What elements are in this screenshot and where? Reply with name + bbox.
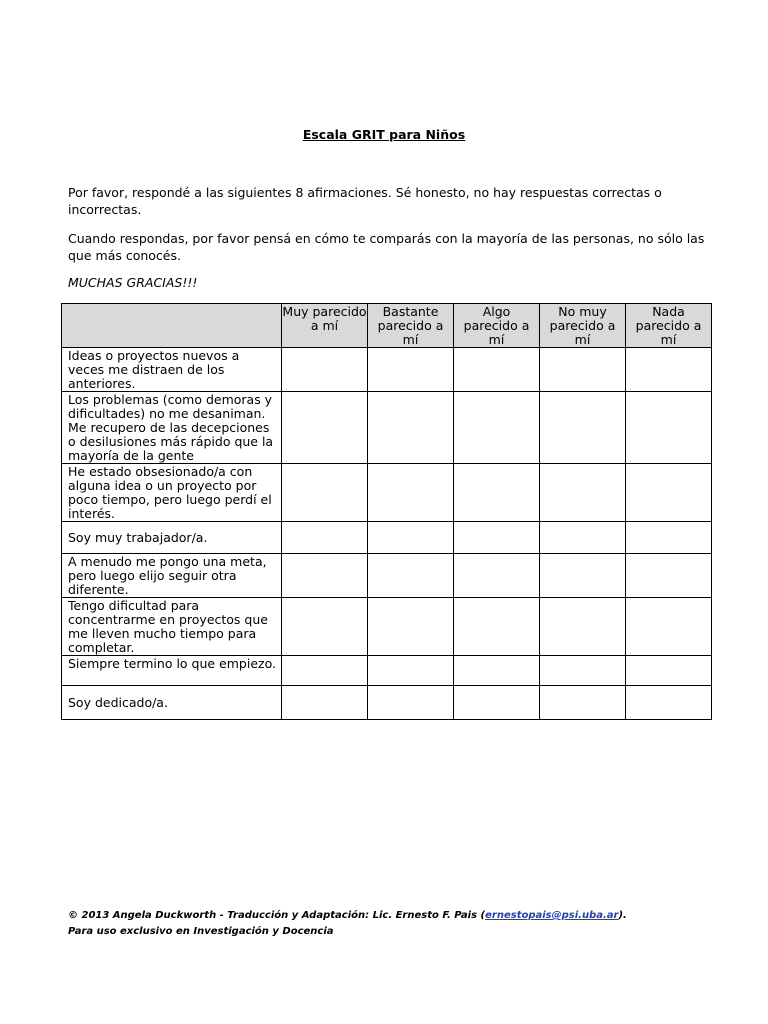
answer-cell[interactable] bbox=[368, 598, 454, 656]
answer-cell[interactable] bbox=[282, 686, 368, 720]
statement-cell: Los problemas (como demoras y dificultades) no me desaniman. Me recupero de las decepciones o desilusiones más rápido que la mayoría de la gente bbox=[62, 392, 282, 464]
answer-cell[interactable] bbox=[282, 598, 368, 656]
header-corner-cell bbox=[62, 304, 282, 348]
answer-cell[interactable] bbox=[282, 522, 368, 554]
comparison-paragraph: Cuando respondas, por favor pensá en cómo te comparás con la mayoría de las personas, no sólo las que más conocés. bbox=[68, 231, 705, 263]
answer-cell[interactable] bbox=[282, 554, 368, 598]
answer-cell[interactable] bbox=[454, 522, 540, 554]
answer-cell[interactable] bbox=[454, 598, 540, 656]
answer-cell[interactable] bbox=[282, 392, 368, 464]
statement-cell: Tengo dificultad para concentrarme en proyectos que me lleven mucho tiempo para completar. bbox=[62, 598, 282, 656]
answer-cell[interactable] bbox=[368, 656, 454, 686]
answer-cell[interactable] bbox=[368, 348, 454, 392]
answer-cell[interactable] bbox=[540, 686, 626, 720]
statement-cell: Soy muy trabajador/a. bbox=[62, 522, 282, 554]
answer-cell[interactable] bbox=[454, 686, 540, 720]
answer-cell[interactable] bbox=[626, 656, 712, 686]
table-row bbox=[62, 348, 712, 392]
table-row bbox=[62, 522, 712, 554]
statement-cell: Ideas o proyectos nuevos a veces me distraen de los anteriores. bbox=[62, 348, 282, 392]
answer-cell[interactable] bbox=[626, 392, 712, 464]
answer-cell[interactable] bbox=[626, 554, 712, 598]
answer-cell[interactable] bbox=[540, 656, 626, 686]
table-row bbox=[62, 598, 712, 656]
answer-cell[interactable] bbox=[540, 522, 626, 554]
table-row bbox=[62, 656, 712, 686]
answer-cell[interactable] bbox=[368, 522, 454, 554]
header-algo-parecido: Algo parecido a mí bbox=[454, 304, 540, 348]
answer-cell[interactable] bbox=[368, 686, 454, 720]
header-muy-parecido: Muy parecido a mí bbox=[282, 304, 368, 348]
statement-cell: A menudo me pongo una meta, pero luego elijo seguir otra diferente. bbox=[62, 554, 282, 598]
answer-cell[interactable] bbox=[368, 392, 454, 464]
answer-cell[interactable] bbox=[626, 522, 712, 554]
answer-cell[interactable] bbox=[368, 464, 454, 522]
answer-cell[interactable] bbox=[540, 464, 626, 522]
answer-cell[interactable] bbox=[282, 464, 368, 522]
answer-cell[interactable] bbox=[454, 392, 540, 464]
statement-cell: Siempre termino lo que empiezo. bbox=[62, 656, 282, 686]
header-no-muy-parecido: No muy parecido a mí bbox=[540, 304, 626, 348]
table-row bbox=[62, 464, 712, 522]
answer-cell[interactable] bbox=[540, 392, 626, 464]
header-nada-parecido: Nada parecido a mí bbox=[626, 304, 712, 348]
table-row bbox=[62, 392, 712, 464]
answer-cell[interactable] bbox=[626, 598, 712, 656]
copyright-suffix: ). bbox=[618, 910, 627, 921]
answer-cell[interactable] bbox=[454, 554, 540, 598]
table-header-row bbox=[62, 304, 712, 348]
answer-cell[interactable] bbox=[282, 348, 368, 392]
answer-cell[interactable] bbox=[540, 348, 626, 392]
instructions-paragraph: Por favor, respondé a las siguientes 8 afirmaciones. Sé honesto, no hay respuestas correctas o incorrectas. bbox=[68, 185, 662, 217]
email-link[interactable]: ernestopais@psi.uba.ar bbox=[485, 910, 619, 921]
answer-cell[interactable] bbox=[282, 656, 368, 686]
table-row bbox=[62, 686, 712, 720]
page-title: Escala GRIT para Niños bbox=[302, 127, 466, 142]
thanks-text: MUCHAS GRACIAS!!! bbox=[68, 275, 198, 290]
statement-cell: He estado obsesionado/a con alguna idea o un proyecto por poco tiempo, pero luego perdí el interés. bbox=[62, 464, 282, 522]
copyright-text: © 2013 Angela Duckworth - Traducción y Adaptación: Lic. Ernesto F. Pais ( bbox=[68, 910, 486, 921]
answer-cell[interactable] bbox=[626, 464, 712, 522]
answer-cell[interactable] bbox=[540, 554, 626, 598]
usage-note: Para uso exclusivo en Investigación y Docencia bbox=[68, 926, 334, 937]
grit-scale-table bbox=[61, 303, 712, 720]
answer-cell[interactable] bbox=[626, 348, 712, 392]
answer-cell[interactable] bbox=[368, 554, 454, 598]
answer-cell[interactable] bbox=[626, 686, 712, 720]
statement-cell: Soy dedicado/a. bbox=[62, 686, 282, 720]
table-row bbox=[62, 554, 712, 598]
header-bastante-parecido: Bastante parecido a mí bbox=[368, 304, 454, 348]
answer-cell[interactable] bbox=[454, 464, 540, 522]
copyright-line bbox=[68, 910, 627, 921]
answer-cell[interactable] bbox=[454, 656, 540, 686]
answer-cell[interactable] bbox=[454, 348, 540, 392]
answer-cell[interactable] bbox=[540, 598, 626, 656]
